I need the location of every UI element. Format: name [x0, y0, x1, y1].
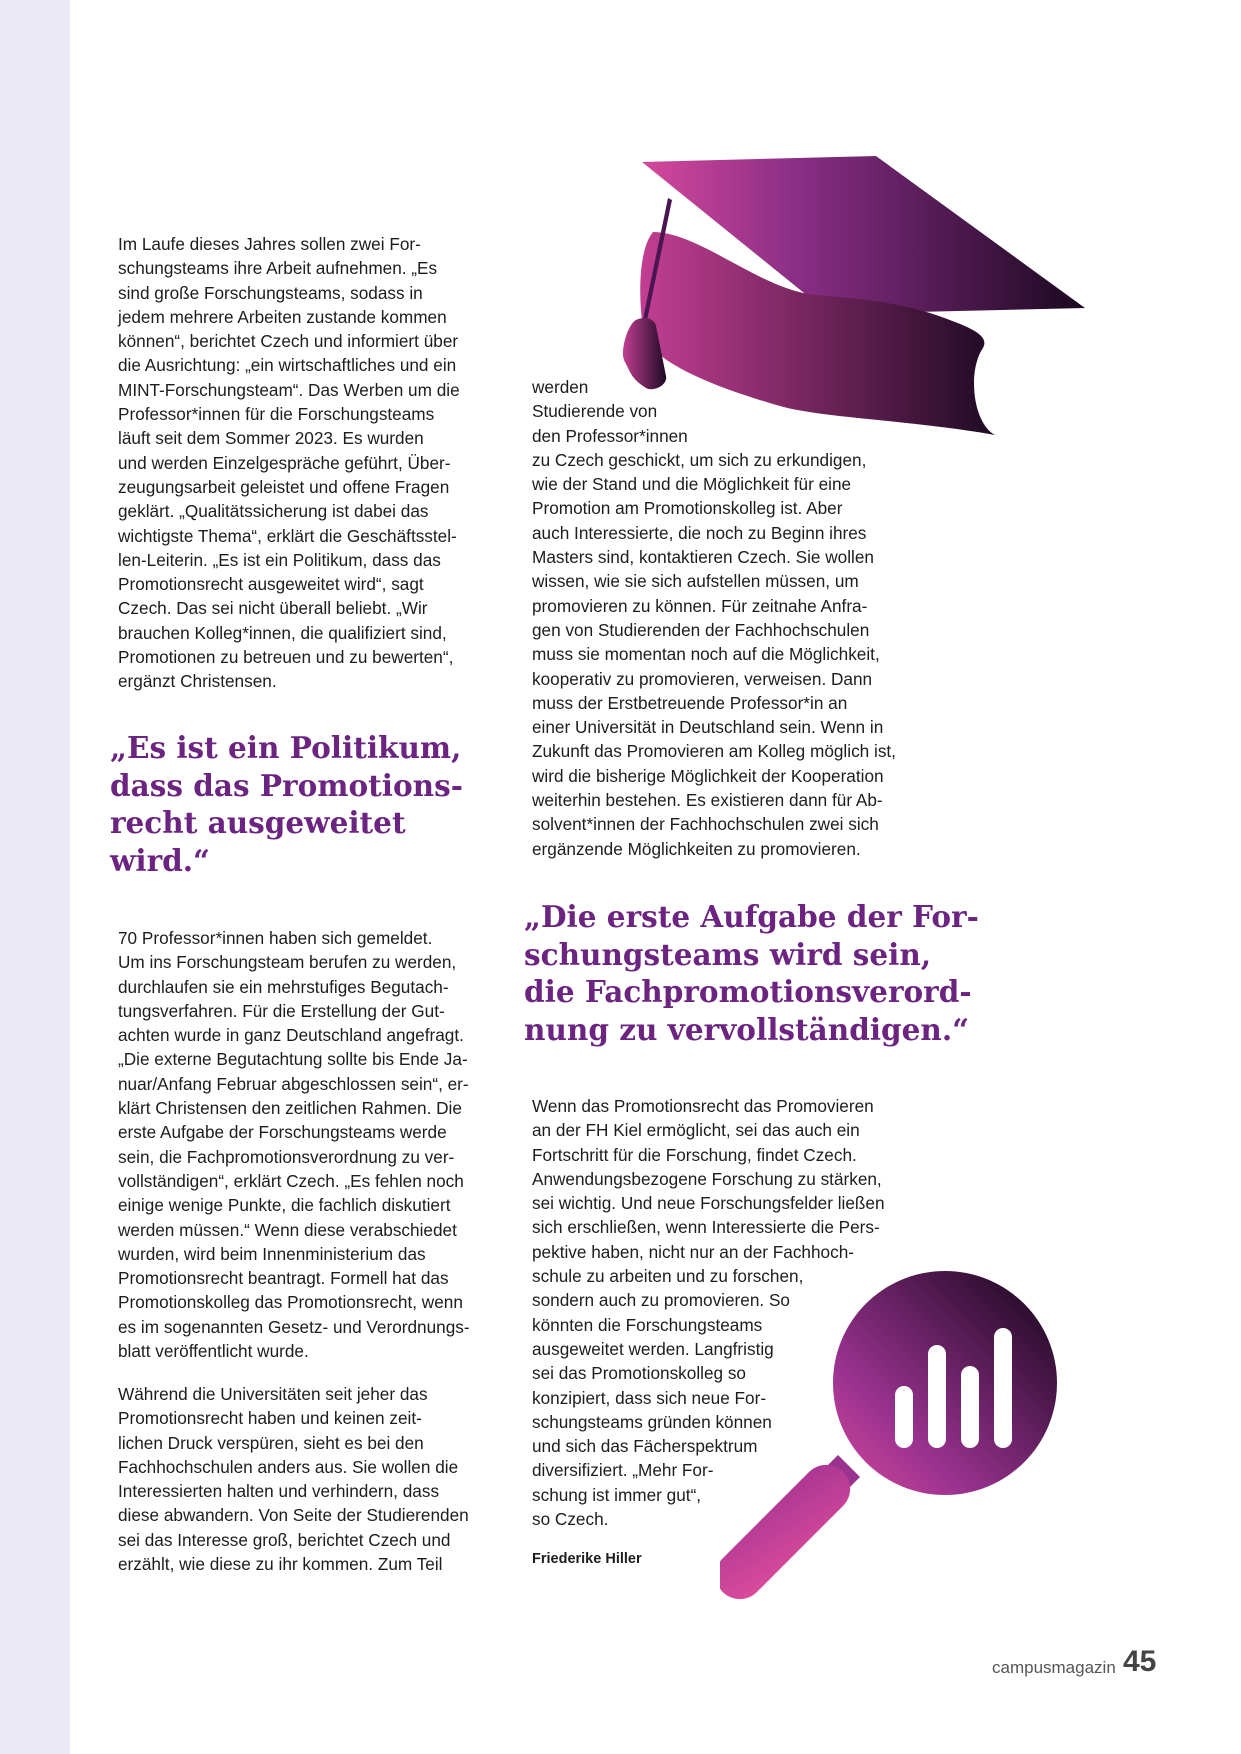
body-paragraph: werden Studierende von den Professor*innen zu Czech geschickt, um sich zu erkundigen, wie der Stand und die Möglichkeit für eine Promotion am Promotionskolleg ist. Aber auch Interessierte, die noch zu Beginn ihres Masters sind, kontaktieren Czech. Sie wollen wissen, wie sie sich aufstellen müssen, um promovieren zu können. Für zeitnahe Anfra- gen von Studierenden der Fachhochschulen muss sie momentan noch auf die Möglichkeit, kooperativ zu promovieren, verweisen. Dann muss der Erstbetreuende Professor*in an einer Universität in Deutschland sein. Wenn in Zukunft das Promovieren am Kolleg möglich ist, wird die bisherige Möglichkeit der Kooperation weiterhin bestehen. Es existieren dann für Ab- solvent*innen der Fachhochschulen zwei sich ergänzende Möglichkeiten zu promovieren.	[532, 377, 896, 859]
publication-name: campusmagazin	[992, 1658, 1116, 1677]
pull-quote: „Die erste Aufgabe der For- schungsteams wird sein, die Fachpromotionsverord- nung zu vervollständigen.“	[524, 899, 979, 1047]
author-byline: Friederike Hiller	[532, 1551, 642, 1567]
body-paragraph: 70 Professor*innen haben sich gemeldet. Um ins Forschungsteam berufen zu werden, durchlaufen sie ein mehrstufiges Begutach- tungsverfahren. Für die Erstellung der Gut- achten wurde in ganz Deutschland angefragt. „Die externe Begutachtung sollte bis Ende Ja- nuar/Anfang Februar abgeschlossen sein“, er- klärt Christensen den zeitlichen Rahmen. Die erste Aufgabe der Forschungsteams werde sein, die Fachpromotionsverordnung zu ver- vollständigen“, erklärt Czech. „Es fehlen noch einige wenige Punkte, die fachlich diskutiert werden müssen.“ Wenn diese verabschiedet wurden, wird beim Innenministerium das Promotionsrecht beantragt. Formell hat das Promotionskolleg das Promotionsrecht, wenn es im sogenannten Gesetz- und Verordnungs- blatt veröffentlicht wurde.	[118, 928, 470, 1362]
body-paragraph: Im Laufe dieses Jahres sollen zwei For- schungsteams ihre Arbeit aufnehmen. „Es sind große Forschungsteams, sodass in jedem mehrere Arbeiten zustande kommen können“, berichtet Czech und informiert über die Ausrichtung: „ein wirtschaftliches und ein MINT-Forschungsteam“. Das Werben um die Professor*innen für die Forschungsteams läuft seit dem Sommer 2023. Es wurden und werden Einzelgespräche geführt, Über- zeugungsarbeit geleistet und offene Fragen geklärt. „Qualitätssicherung ist dabei das wichtigste Thema“, erklärt die Geschäftsstel- len-Leiterin. „Es ist ein Politikum, dass das Promotionsrecht ausgeweitet wird“, sagt Czech. Das sei nicht überall beliebt. „Wir brauchen Kolleg*innen, die qualifiziert sind, Promotionen zu betreuen und zu bewerten“, ergänzt Christensen.	[118, 234, 460, 692]
body-paragraph: Wenn das Promotionsrecht das Promovieren an der FH Kiel ermöglicht, sei das auch ein Fortschritt für die Forschung, findet Czech. Anwendungsbezogene Forschung zu stärken, sei wichtig. Und neue Forschungsfelder ließen sich erschließen, wenn Interessierte die Pers- pektive haben, nicht nur an der Fachhoch- schule zu arbeiten und zu forschen, sondern auch zu promovieren. So könnten die Forschungsteams ausgeweitet werden. Langfristig sei das Promotionskolleg so konzipiert, dass sich neue For- schungsteams gründen können und sich das Fächerspektrum diversifiziert. „Mehr For- schung ist immer gut“, so Czech.	[532, 1096, 885, 1530]
magnifier-chart-icon	[720, 1270, 1090, 1620]
page-number: 45	[1123, 1645, 1157, 1678]
side-margin-strip	[0, 0, 70, 1754]
pull-quote: „Es ist ein Politikum, dass das Promotions- recht ausgeweitet wird.“	[110, 730, 463, 878]
body-paragraph: Während die Universitäten seit jeher das Promotionsrecht haben und keinen zeit- lichen Druck verspüren, sieht es bei den Fachhochschulen anders aus. Sie wollen die Interessierten halten und verhindern, dass diese abwandern. Von Seite der Studierenden sei das Interesse groß, berichtet Czech und erzählt, wie diese zu ihr kommen. Zum Teil	[118, 1384, 469, 1575]
